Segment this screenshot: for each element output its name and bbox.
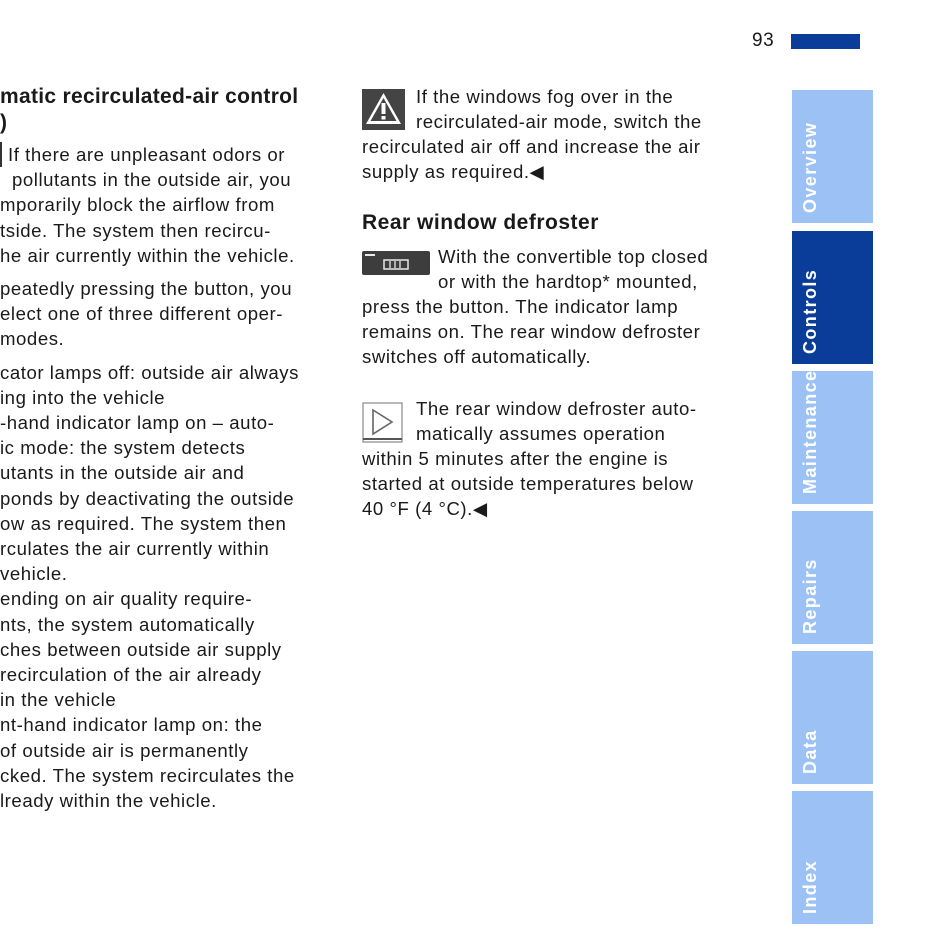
list-line: rculates the air currently within [0, 538, 270, 560]
warning-triangle-icon [362, 89, 405, 130]
tab-maintenance[interactable] [792, 371, 873, 504]
list-line: cked. The system recirculates the [0, 764, 295, 786]
defrost-line: press the button. The indicator lamp [362, 296, 679, 317]
defrost-line: remains on. The rear window defroster [362, 321, 701, 342]
tab-index[interactable] [792, 791, 873, 924]
list-line: ing into the vehicle [0, 386, 166, 408]
rear-defroster-button-icon [362, 251, 430, 275]
defrost-line: switches off automatically. [362, 346, 592, 367]
tab-overview[interactable] [792, 90, 873, 223]
note-line: The rear window defroster auto- [416, 398, 697, 419]
warning-line: If the windows fog over in the [416, 86, 674, 107]
tab-controls[interactable] [792, 231, 873, 364]
tab-label: Overview [800, 121, 820, 213]
list-line: -hand indicator lamp on – auto- [0, 412, 275, 434]
tab-repairs[interactable] [792, 511, 873, 644]
list-line: recirculation of the air already [0, 664, 262, 686]
list-line: ic mode: the system detects [0, 437, 246, 459]
list-line: ponds by deactivating the outside [0, 487, 295, 509]
defrost-line: or with the hardtop* mounted, [438, 271, 698, 292]
para-line: modes. [0, 328, 65, 350]
note-line: within 5 minutes after the engine is [362, 448, 669, 469]
tab-data[interactable] [792, 651, 873, 784]
left-column [0, 84, 345, 813]
list-line: ches between outside air supply [0, 638, 282, 660]
list-line: nts, the system automatically [0, 613, 255, 635]
intro-line: tside. The system then recircu- [0, 219, 271, 241]
section-heading [0, 84, 345, 136]
note-line: 40 °F (4 °C).◀ [362, 498, 488, 519]
intro-line: mporarily block the airflow from [0, 194, 275, 216]
list-line: vehicle. [0, 563, 68, 585]
note-arrow-icon [362, 402, 403, 443]
list-line: nt-hand indicator lamp on: the [0, 714, 263, 736]
heading-line: matic recirculated-air control [0, 85, 299, 108]
intro-line: pollutants in the outside air, you [12, 169, 292, 191]
tab-label: Repairs [800, 558, 820, 634]
defrost-line: With the convertible top closed [438, 246, 709, 267]
list-line: lready within the vehicle. [0, 790, 217, 812]
warning-line: supply as required.◀ [362, 161, 545, 182]
para-line: peatedly pressing the button, you [0, 278, 293, 300]
list-line: cator lamps off: outside air always [0, 361, 299, 383]
section-heading-rear-defroster: Rear window defroster [362, 211, 599, 234]
page-number: 93 [752, 30, 775, 51]
page-marker-bar [791, 34, 860, 49]
para-line: elect one of three different oper- [0, 303, 283, 325]
warning-line: recirculated-air mode, switch the [416, 111, 702, 132]
list-line: in the vehicle [0, 689, 117, 711]
tab-label: Index [800, 859, 820, 914]
warning-line: recirculated air off and increase the air [362, 136, 701, 157]
list-line: ow as required. The system then [0, 512, 287, 534]
list-line: utants in the outside air and [0, 462, 245, 484]
tab-label: Data [800, 729, 820, 774]
intro-line: If there are unpleasant odors or [0, 142, 345, 167]
tab-label: Controls [800, 268, 820, 354]
list-line: ending on air quality require- [0, 588, 253, 610]
tab-label: Maintenance [800, 369, 820, 494]
heading-line: ) [0, 111, 8, 134]
note-line: started at outside temperatures below [362, 473, 694, 494]
list-line: of outside air is permanently [0, 739, 249, 761]
intro-line: he air currently within the vehicle. [0, 244, 295, 266]
recirculation-button-icon [0, 142, 2, 167]
note-line: matically assumes operation [416, 423, 666, 444]
